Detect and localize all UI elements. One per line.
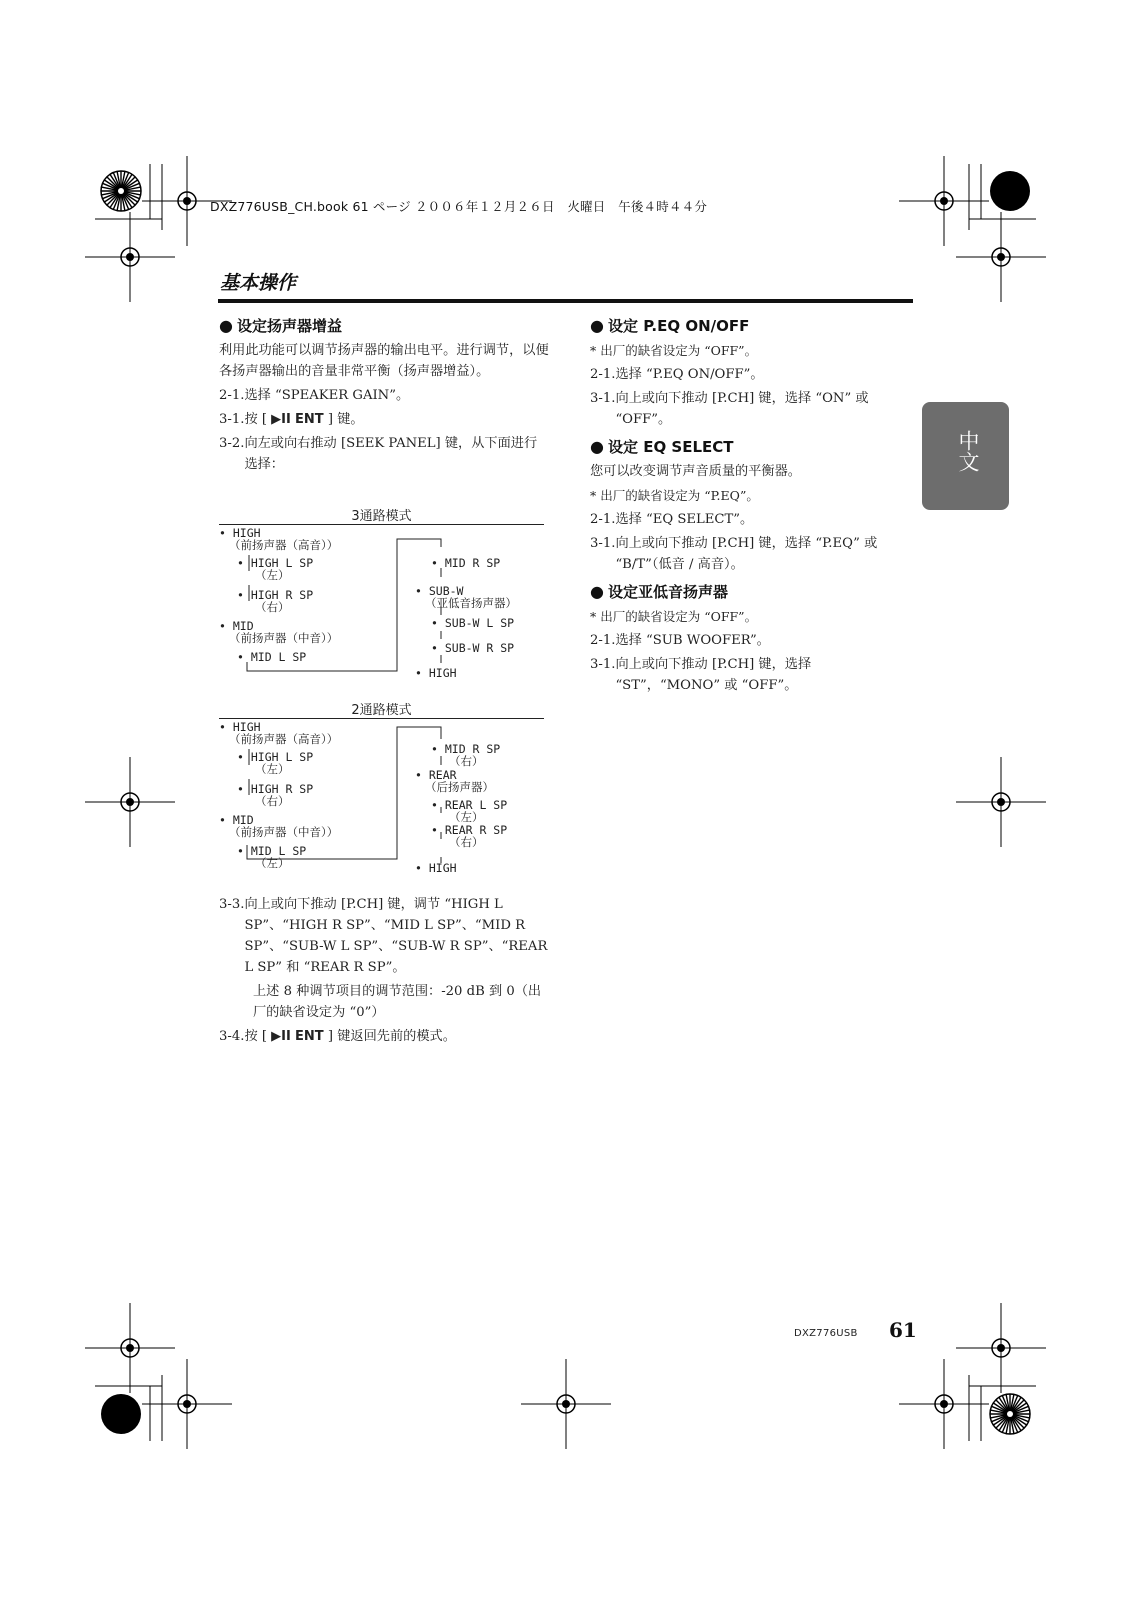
three-way-title: 3通路模式 — [351, 509, 412, 524]
mode2-high-l-sub: （左） — [255, 762, 290, 776]
mode2-mid-r-sub: （右） — [449, 754, 484, 768]
eq-select-intro: 您可以改变调节声音质量的平衡器。 — [590, 464, 801, 479]
mode-mid: • MID — [219, 619, 254, 633]
mode2-high-r-sub: （右） — [255, 794, 290, 808]
mode2-high-end: • HIGH — [415, 861, 457, 875]
mode-mid-l-sp: • MID L SP — [237, 650, 307, 664]
mode2-high: • HIGH — [219, 720, 261, 734]
eq-step-3-1: 3-1. 向上或向下推动 [P.CH] 键，选择 “P.EQ” 或 “B/T”（低音 / 高音）。 — [590, 536, 878, 572]
play-pause-icon: ▶II — [271, 412, 291, 427]
language-tab — [922, 402, 1009, 510]
eq-select-heading: ● 设定 EQ SELECT — [590, 437, 734, 456]
mode-high-r-sub: （右） — [255, 600, 290, 614]
mode-sub-w: • SUB-W — [415, 584, 464, 598]
footer-model: DXZ776USB — [794, 1328, 858, 1339]
sw-step-2-1: 2-1. 选择 “SUB WOOFER”。 — [590, 633, 770, 648]
mode-high-sub: （前扬声器（高音）） — [229, 538, 339, 552]
section-title: 基本操作 — [220, 272, 297, 294]
mode-sub-w-l-sp: • SUB-W L SP — [431, 616, 515, 630]
step-3-4: 3-4. 按 [ ▶II ENT ] 键返回先前的模式。 — [219, 1029, 456, 1044]
mode2-high-l-sp: • HIGH L SP — [237, 750, 314, 764]
sw-step-3-1: 3-1. 向上或向下推动 [P.CH] 键，选择 “ST”，“MONO” 或 “OFF”。 — [590, 657, 812, 693]
peq-note: * 出厂的缺省设定为 “OFF”。 — [590, 343, 758, 358]
three-way-diagram — [219, 505, 544, 685]
mode2-rear-sub: （后扬声器） — [425, 780, 494, 794]
speaker-gain-intro: 利用此功能可以调节扬声器的输出电平。进行调节，以便各扬声器输出的音量非常平衡（扬声器增益）。 — [219, 343, 549, 379]
right-column — [590, 315, 915, 699]
step-3-3: 3-3. 向上或向下推动 [P.CH] 键，调节 “HIGH L SP”、“HIGH R SP”、“MID L SP”、“MID R SP”、“SUB-W L SP”、“SUB-W R SP”、“REAR L SP” 和 “REAR R SP”。 — [219, 897, 548, 975]
language-tab-label: 中文 — [956, 430, 980, 472]
subwoofer-heading: ● 设定亚低音扬声器 — [590, 582, 728, 601]
ent-key-label: ENT — [295, 1029, 324, 1044]
mode2-rear: • REAR — [415, 768, 457, 782]
mode2-high-sub: （前扬声器（高音）） — [229, 732, 339, 746]
range-note: 上述 8 种调节项目的调节范围：-20 dB 到 0（出厂的缺省设定为 “0”） — [253, 984, 542, 1020]
page-number: 61 — [889, 1318, 917, 1342]
mode2-rear-r-sub: （右） — [449, 835, 484, 849]
mode-high-l-sp: • HIGH L SP — [237, 556, 314, 570]
mode-high: • HIGH — [219, 526, 261, 540]
eq-step-2-1: 2-1. 选择 “EQ SELECT”。 — [590, 512, 754, 527]
ent-key-label: ENT — [295, 412, 324, 427]
mode-sub-w-sub: （亚低音扬声器） — [425, 596, 517, 610]
two-way-diagram — [219, 699, 544, 884]
eq-select-note: * 出厂的缺省设定为 “P.EQ”。 — [590, 488, 759, 503]
mode2-mid-l-sub: （左） — [255, 856, 290, 870]
step-2-1: 2-1. 选择 “SPEAKER GAIN”。 — [219, 388, 410, 403]
step-3-2: 3-2. 向左或向右推动 [SEEK PANEL] 键，从下面进行选择： — [219, 436, 538, 472]
left-column — [219, 315, 549, 478]
peq-heading: ● 设定 P.EQ ON/OFF — [590, 316, 750, 335]
peq-step-2-1: 2-1. 选择 “P.EQ ON/OFF”。 — [590, 367, 764, 382]
title-rule — [218, 299, 913, 303]
play-pause-icon: ▶II — [271, 1029, 291, 1044]
mode2-mid-l-sp: • MID L SP — [237, 844, 307, 858]
mode-sub-w-r-sp: • SUB-W R SP — [431, 641, 515, 655]
speaker-gain-heading: ● 设定扬声器增益 — [219, 316, 342, 335]
left-column-bottom — [219, 894, 549, 1050]
mode-high-end: • HIGH — [415, 666, 457, 680]
mode2-rear-l-sp: • REAR L SP — [431, 798, 508, 812]
peq-step-3-1: 3-1. 向上或向下推动 [P.CH] 键，选择 “ON” 或 “OFF”。 — [590, 391, 869, 427]
mode2-mid-sub: （前扬声器（中音）） — [229, 825, 339, 839]
mode-high-r-sp: • HIGH R SP — [237, 588, 314, 602]
step-3-1: 3-1. 按 [ ▶II ENT ] 键。 — [219, 412, 364, 427]
mode-mid-r-sp: • MID R SP — [431, 556, 501, 570]
mode2-high-r-sp: • HIGH R SP — [237, 782, 314, 796]
mode-mid-sub: （前扬声器（中音）） — [229, 631, 339, 645]
mode2-rear-r-sp: • REAR R SP — [431, 823, 508, 837]
mode-high-l-sub: （左） — [255, 568, 290, 582]
mode2-rear-l-sub: （左） — [449, 810, 484, 824]
two-way-title: 2通路模式 — [351, 703, 412, 718]
mode2-mid-r-sp: • MID R SP — [431, 742, 501, 756]
mode2-mid: • MID — [219, 813, 254, 827]
book-header-line: DXZ776USB_CH.book 61 ページ ２００６年１２月２６日 火曜日 午後４時４４分 — [210, 199, 708, 214]
subwoofer-note: * 出厂的缺省设定为 “OFF”。 — [590, 609, 758, 624]
